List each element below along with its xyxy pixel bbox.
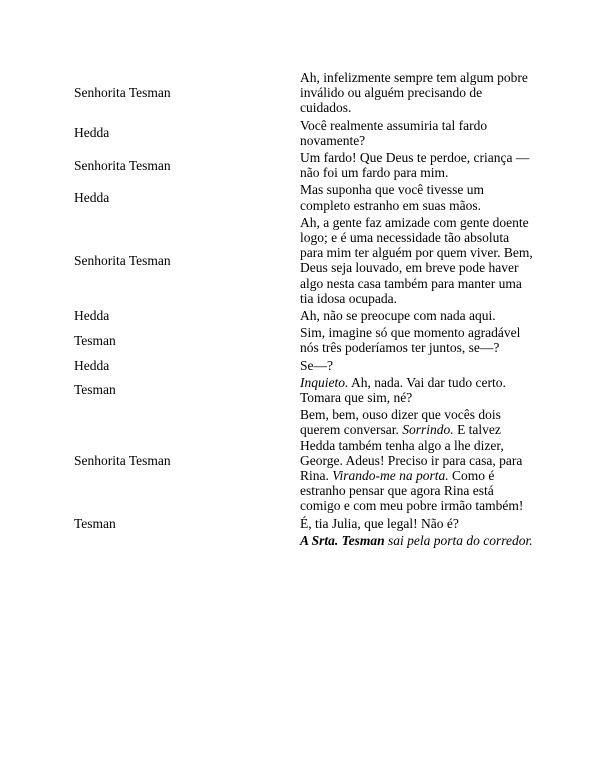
speaker-name: Hedda [74,125,110,141]
dialogue-text: Bem, bem, ouso dizer que vocês dois querem conversar. [299,407,501,438]
dialogue-line [300,325,534,357]
dialogue-row [74,533,534,550]
stage-direction: Sorrindo. [402,422,454,438]
speaker-name: Tesman [74,382,116,398]
dialogue-row [74,308,534,325]
dialogue-text: Ah, nada. Vai dar tudo certo. Tomara que sim, né? [299,374,506,406]
speaker-name: Senhorita Tesman [74,252,171,268]
dialogue-line [300,358,534,375]
dialogue-text: Um fardo! Que Deus te perdoe, criança — não foi um fardo para mim. [299,150,530,181]
dialogue-text: Mas suponha que você tivesse um completo estranho em suas mãos. [299,182,485,213]
dialogue-line [300,70,534,118]
dialogue-row [74,358,534,375]
stage-direction: sai pela porta do corredor. [384,532,533,548]
dialogue-text: Você realmente assumiria tal fardo novamente? [299,117,488,148]
dialogue-body [74,70,534,550]
dialogue-text: Ah, infelizmente sempre tem algum pobre inválido ou alguém precisando de cuidados. [299,70,528,116]
speaker-name: Tesman [74,332,116,348]
speaker-name: Senhorita Tesman [74,157,171,173]
speaker-name: Senhorita Tesman [74,452,171,468]
dialogue-table [74,70,534,550]
speaker-name: Tesman [74,515,116,531]
dialogue-row [74,182,534,214]
stage-direction-character: A Srta. Tesman [299,532,385,548]
dialogue-row [74,215,534,308]
dialogue-text: Sim, imagine só que momento agradável nós três poderíamos ter juntos, se—? [299,325,521,356]
dialogue-row [74,375,534,407]
dialogue-line [300,150,534,182]
dialogue-row [74,150,534,182]
dialogue-line [300,215,534,308]
dialogue-text: Ah, a gente faz amizade com gente doente logo; e é uma necessidade tão absoluta para mim ter alguém por quem viver. Bem, Deus seja louvado, em breve pode haver algo nesta casa também para manter uma tia idosa ocupada. [299,214,533,306]
stage-direction: Virando-me na porta. [332,468,449,484]
dialogue-row [74,516,534,533]
speaker-name: Hedda [74,308,110,324]
dialogue-text: Se—? [299,357,333,373]
dialogue-line [300,375,534,407]
speaker-name: Hedda [74,357,110,373]
dialogue-row [74,70,534,118]
speaker-name: Senhorita Tesman [74,85,171,101]
dialogue-text: Ah, não se preocupe com nada aqui. [299,308,496,324]
dialogue-line [300,118,534,150]
dialogue-line [300,407,534,515]
dialogue-row [74,118,534,150]
dialogue-line [300,533,534,550]
speaker-name [74,533,300,550]
stage-direction: Inquieto. [299,374,349,390]
dialogue-row [74,407,534,515]
dialogue-line [300,182,534,214]
dialogue-row [74,325,534,357]
speaker-name: Hedda [74,190,110,206]
dialogue-text: É, tia Julia, que legal! Não é? [299,515,459,531]
dialogue-text: Como é estranho pensar que agora Rina está comigo e com meu pobre irmão também! [299,468,524,514]
dialogue-line [300,516,534,533]
dialogue-line [300,308,534,325]
dialogue-text: E talvez Hedda também tenha algo a lhe dizer, George. Adeus! Preciso ir para casa, para Rina. [299,422,523,484]
